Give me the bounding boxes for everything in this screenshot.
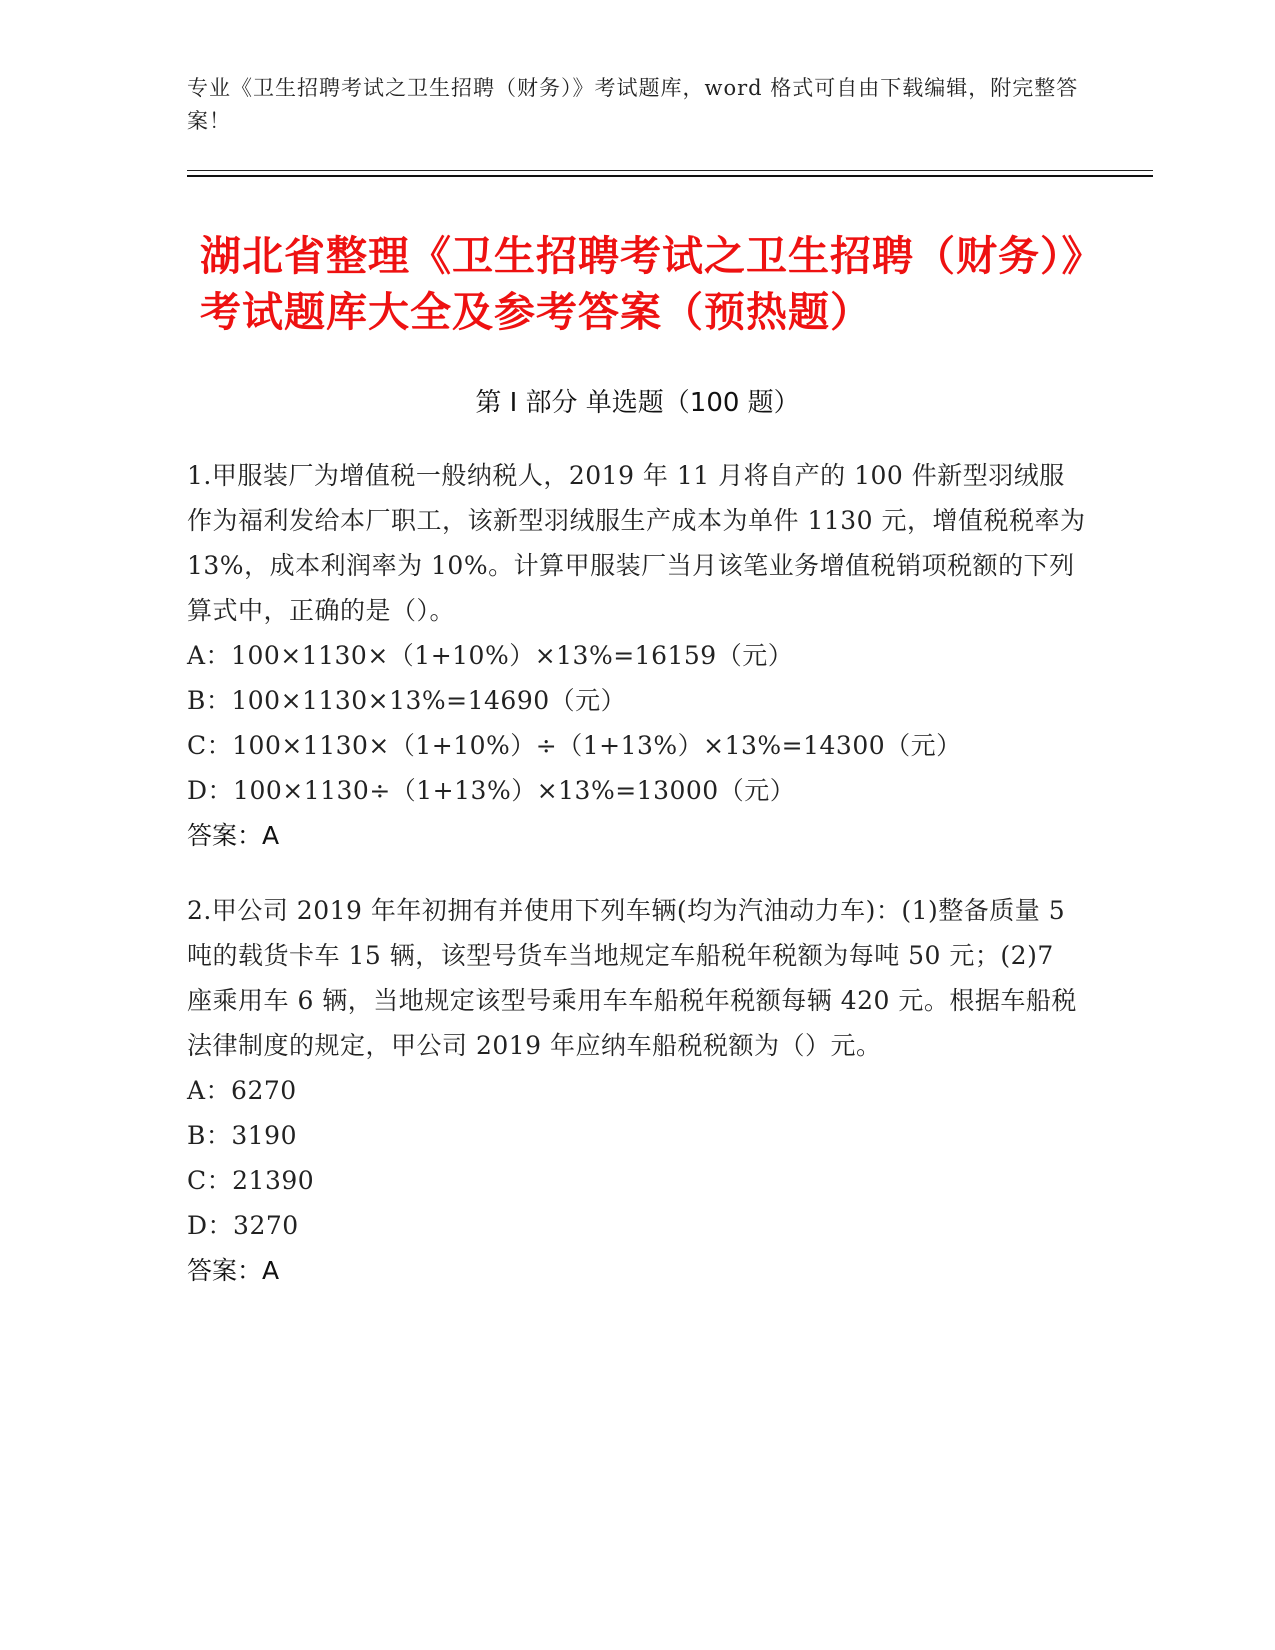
question-stem: 1.甲服装厂为增值税一般纳税人，2019 年 11 月将自产的 100 件新型羽绒服作为福利发给本厂职工，该新型羽绒服生产成本为单件 1130 元，增值税税率为 13%，成本利润率为 10%。计算甲服装厂当月该笔业务增值税销项税额的下列算式中，正确的是（）。 [187,461,1086,625]
option-c: C：21390 [187,1166,315,1195]
option-d: D：3270 [187,1211,299,1240]
option-d: D：100×1130÷（1+13%）×13%=13000（元） [187,776,796,805]
header-rule-thick [187,175,1153,177]
option-b: B：100×1130×13%=14690（元） [187,686,627,715]
header-note: 专业《卫生招聘考试之卫生招聘（财务）》考试题库，word 格式可自由下载编辑，附完整答案！ [187,76,1079,133]
option-c: C：100×1130×（1+10%）÷（1+13%）×13%=14300（元） [187,731,962,760]
question-stem: 2.甲公司 2019 年年初拥有并使用下列车辆(均为汽油动力车)：(1)整备质量 5 吨的载货卡车 15 辆，该型号货车当地规定车船税年税额为每吨 50 元；(2)7 座乘用车 6 辆，当地规定该型号乘用车车船税年税额每辆 420 元。根据车船税法律制度的规定，甲公司 2019 年应纳车船税税额为（）元。 [187,896,1077,1060]
answer-label: 答案：A [187,1256,280,1285]
question-1 [187,453,1087,858]
option-b: B：3190 [187,1121,297,1150]
header-rule-thin [187,170,1153,171]
document-title: 湖北省整理《卫生招聘考试之卫生招聘（财务）》考试题库大全及参考答案（预热题） [200,232,1083,336]
option-a: A：100×1130×（1+10%）×13%=16159（元） [187,641,794,670]
question-2 [187,888,1087,1293]
section-heading: 第 I 部分 单选题（100 题） [475,388,800,418]
answer-label: 答案：A [187,821,280,850]
option-a: A：6270 [187,1076,297,1105]
